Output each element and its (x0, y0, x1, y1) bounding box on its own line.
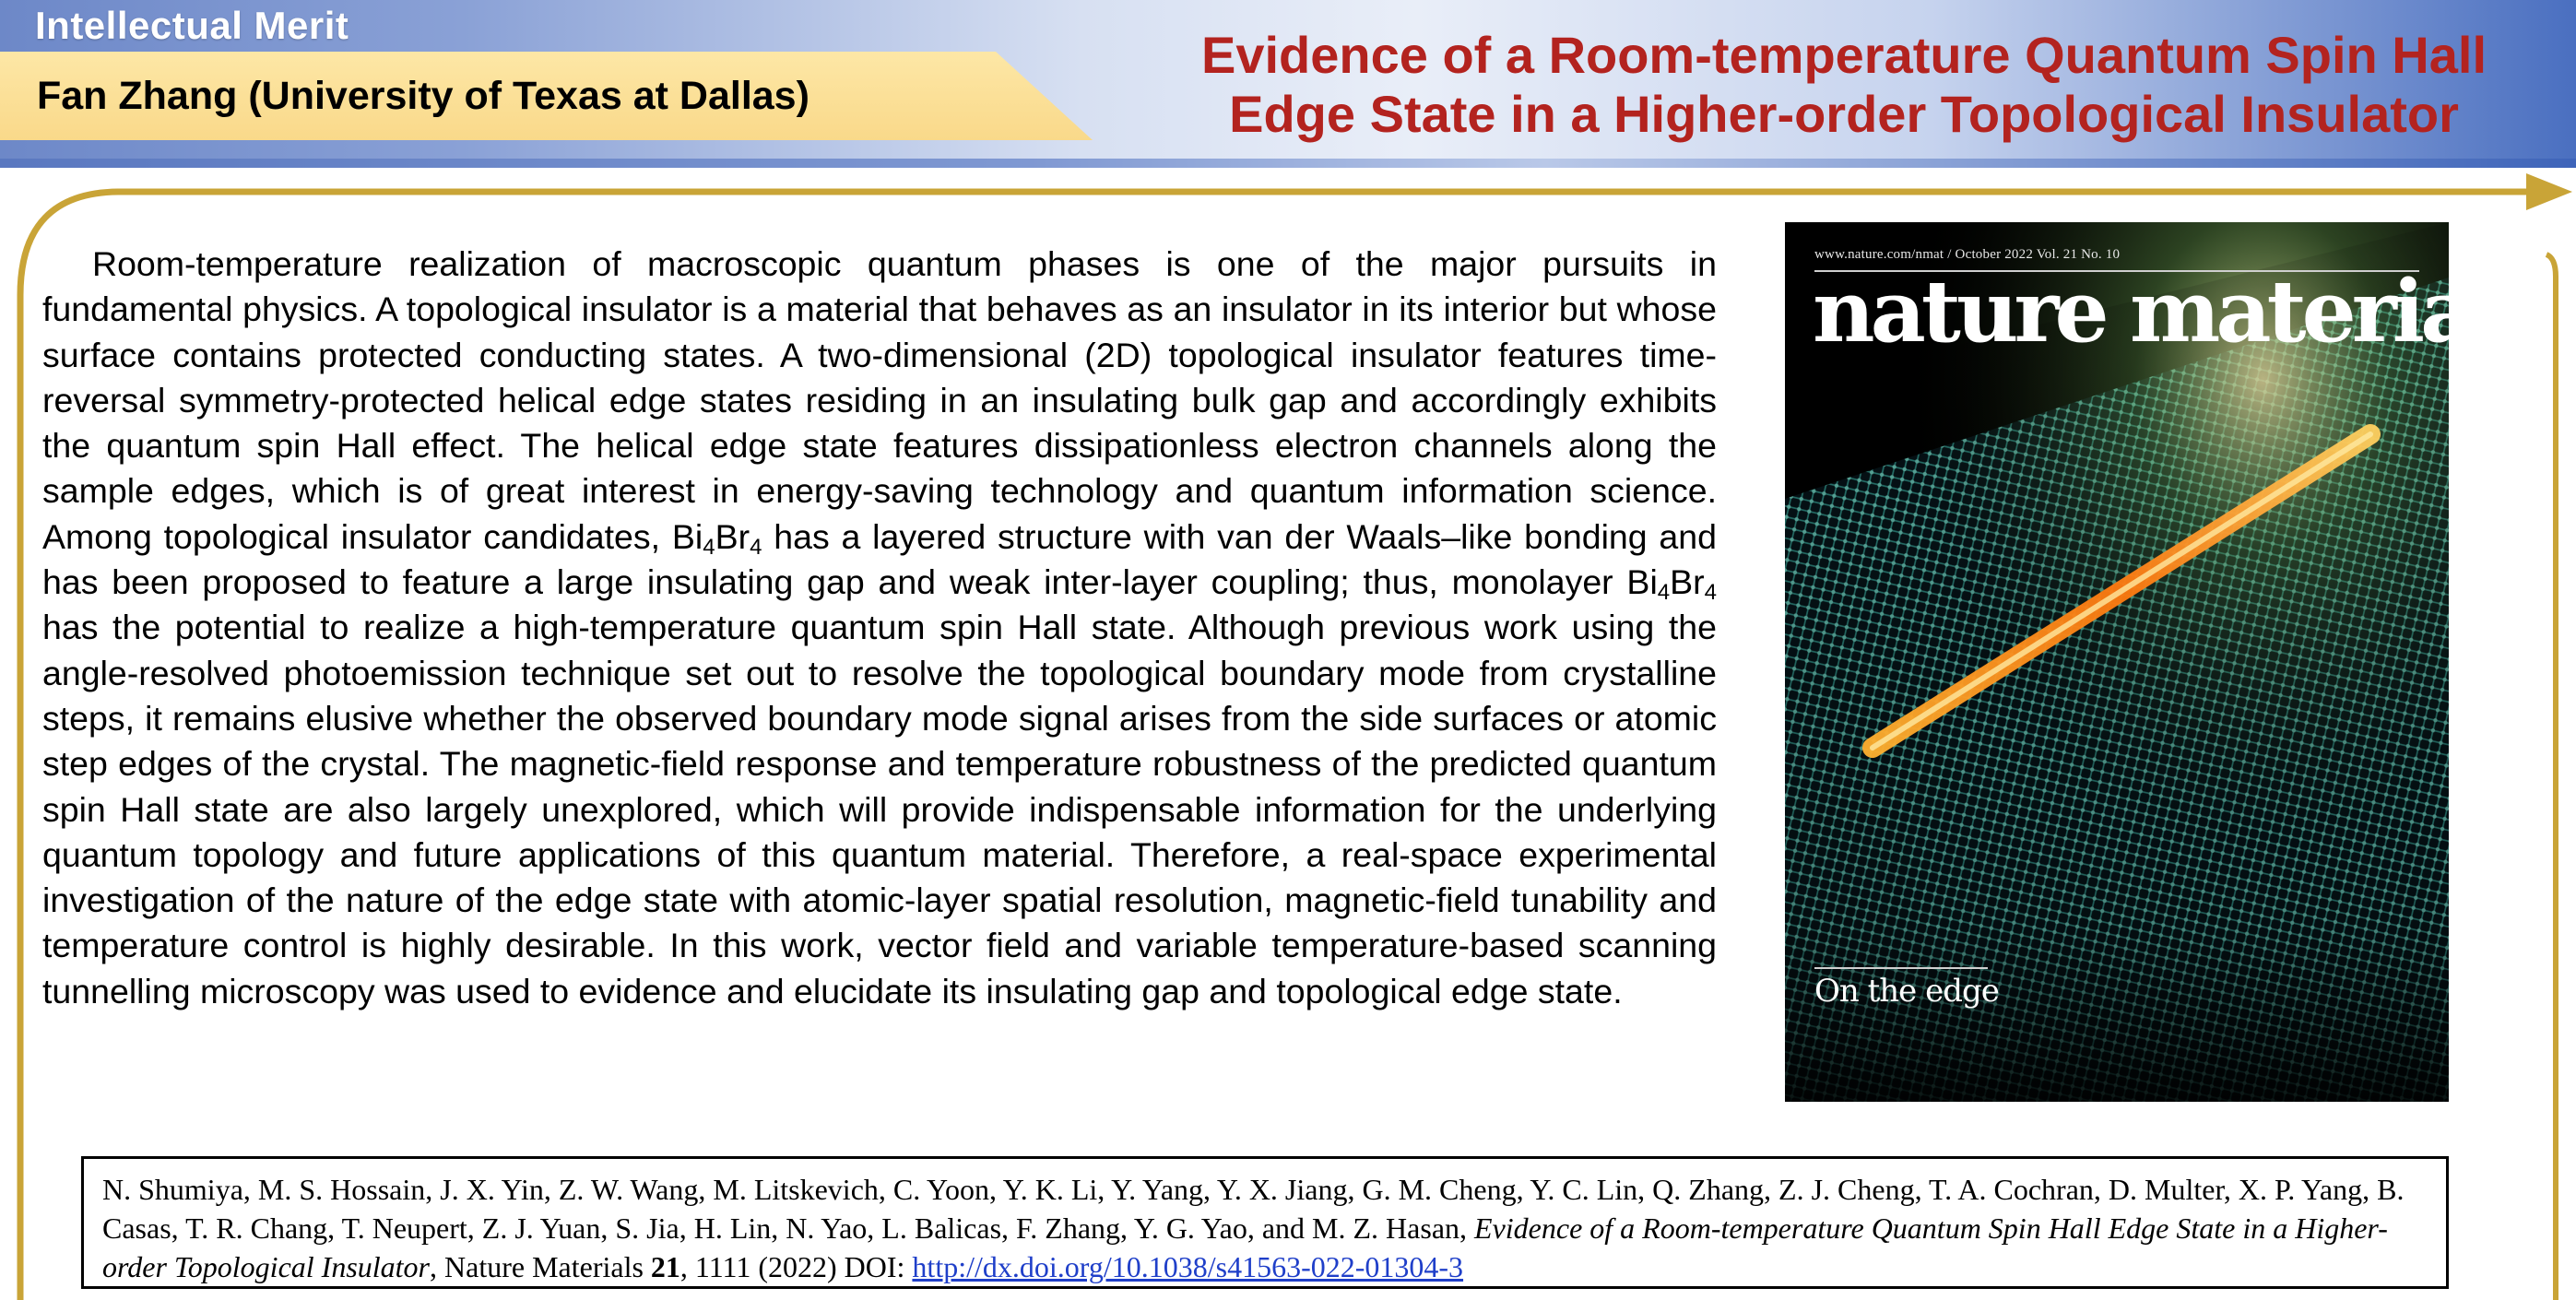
citation-title: Evidence of a Room-temperature Quantum Spin Hall Edge State in a Higher-order Topological Insulator (102, 1211, 2388, 1283)
body-text-5: has the potential to realize a high-temperature quantum spin Hall state. Although previous work using the angle-resolved photoemission technique set out to resolve the topological boundary mode from crystalline steps, it remains elusive whether the observed boundary mode signal arises from the side surfaces or atomic step edges of the crystal. The magnetic-field response and temperature robustness of the predicted quantum spin Hall state are also largely unexplored, which will provide indispensable information for the underlying quantum topology and future applications of this quantum material. Therefore, a real-space experimental investigation of the nature of the edge state with atomic-layer spatial resolution, magnetic-field tunability and temperature control is highly desirable. In this work, vector field and variable temperature-based scanning tunnelling microscopy was used to evidence and elucidate its insulating gap and topological edge state. (42, 608, 1717, 1010)
journal-cover-image (1785, 222, 2544, 1102)
citation-authors: N. Shumiya, M. S. Hossain, J. X. Yin, Z. W. Wang, M. Litskevich, C. Yoon, Y. K. Li, Y. Yang, Y. X. Jiang, G. M. Cheng, Y. C. Lin, Q. Zhang, Z. J. Cheng, T. A. Cochran, D. Multer, X. P. Yang, B. Casas, T. R. Chang, T. Neupert, Z. J. Yuan, S. Jia, H. Lin, N. Yao, L. Balicas, F. Zhang, Y. G. Yao, and M. Z. Hasan, (102, 1173, 2405, 1245)
doi-link[interactable]: http://dx.doi.org/10.1038/s41563-022-01304-3 (912, 1250, 1464, 1283)
cover-headline: On the edge (1814, 973, 1999, 1010)
citation-box (81, 1156, 2449, 1289)
subscript: 4 (1704, 580, 1717, 606)
body-text-1: Room-temperature realization of macroscopic quantum phases is one of the major pursuits in fundamental physics. A topological insulator is a material that behaves as an insulator in its interior but whose surface contains protected conducting states. A two-dimensional (2D) topological insulator features time-reversal symmetry-protected helical edge states residing in an insulating bulk gap and accordingly exhibits the quantum spin Hall effect. The helical edge state features dissipationless electron channels along the sample edges, which is of great interest in energy-saving technology and quantum information science. Among topological insulator candidates, Bi (42, 244, 1717, 556)
body-text-4: Br (1670, 562, 1705, 602)
subscript: 4 (750, 534, 762, 560)
citation-volume: 21 (650, 1250, 680, 1283)
subscript: 4 (1657, 580, 1671, 606)
subscript: 4 (703, 534, 715, 560)
section-label: Intellectual Merit (35, 4, 349, 47)
frame-right-stroke (2546, 254, 2556, 1300)
cover-issue-line: www.nature.com/nmat / October 2022 Vol. 21 No. 10 (1814, 247, 2121, 262)
body-text-2: Br (715, 516, 750, 556)
cover-rule (1814, 967, 1988, 969)
title-line-2: Edge State in a Higher-order Topological Insulator (1229, 85, 2459, 143)
body-text-3: has a layered structure with van der Waals–like bonding and has been proposed to feature a large insulating gap and weak inter-layer coupling; thus, monolayer Bi (42, 516, 1717, 602)
title-line-1: Evidence of a Room-temperature Quantum Spin Hall (1200, 26, 2487, 84)
page-title (1134, 26, 2554, 144)
journal-logo: nature materials (1813, 261, 2544, 361)
frame-arrowhead (2526, 173, 2572, 210)
citation-pages: , 1111 (2022) DOI: (679, 1250, 913, 1283)
author-name: Fan Zhang (University of Texas at Dallas) (37, 74, 809, 118)
body-paragraph (42, 242, 1717, 1014)
citation-journal: , Nature Materials (430, 1250, 651, 1283)
